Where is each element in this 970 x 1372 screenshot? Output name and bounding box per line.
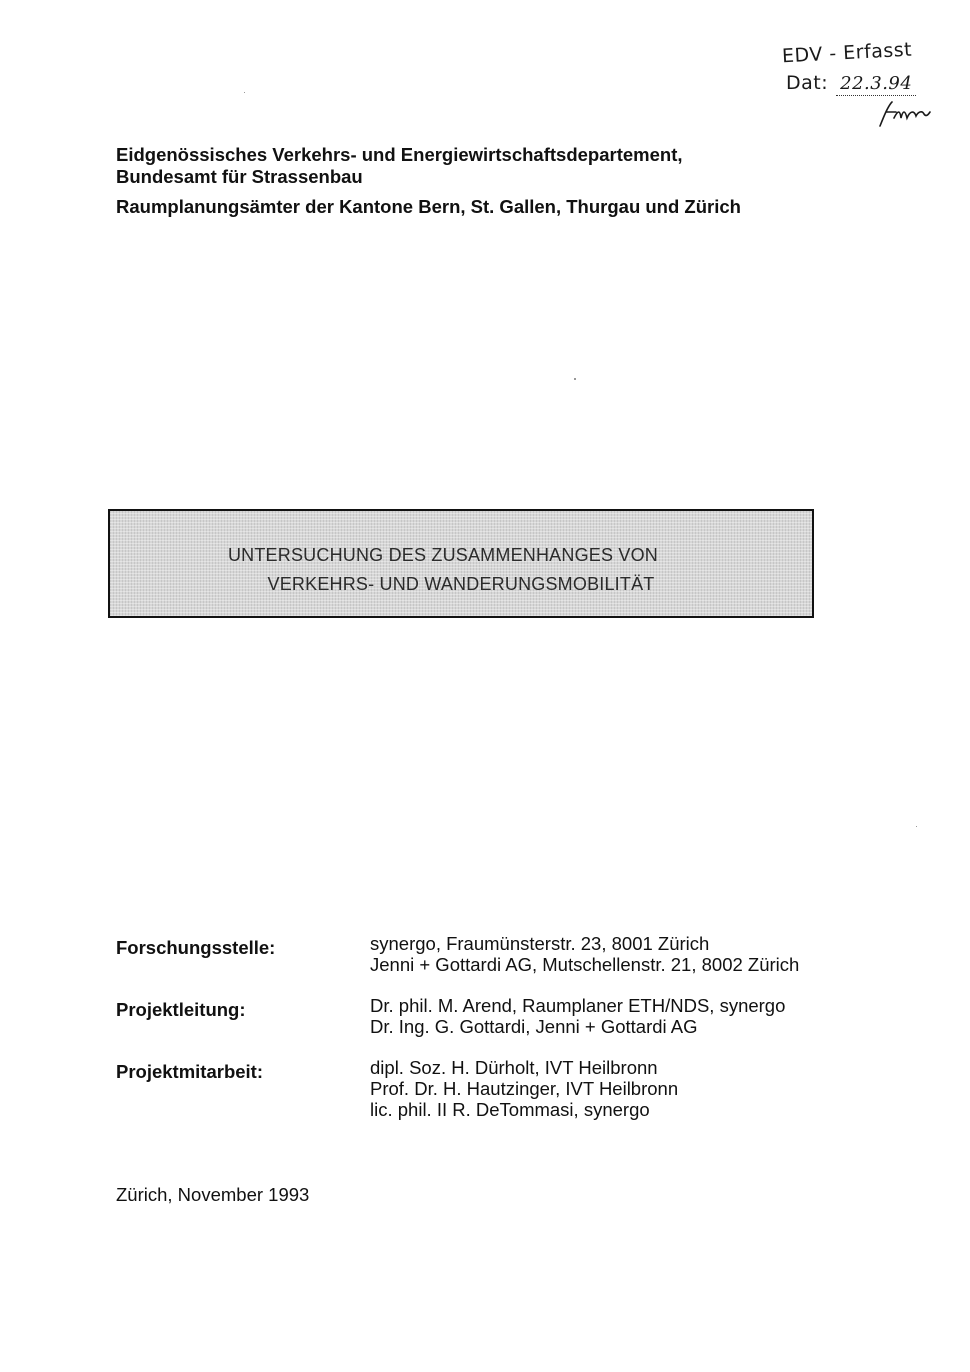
detail-value: Dr. Ing. G. Gottardi, Jenni + Gottardi AG	[370, 1016, 698, 1037]
detail-label: Forschungsstelle:	[116, 937, 276, 958]
detail-values	[370, 933, 856, 975]
detail-values	[370, 1057, 856, 1120]
place-and-date: Zürich, November 1993	[116, 1184, 310, 1205]
issuing-authorities	[116, 144, 876, 218]
detail-value: dipl. Soz. H. Dürholt, IVT Heilbronn	[370, 1057, 658, 1078]
scan-speck	[916, 826, 917, 827]
detail-value: Prof. Dr. H. Hautzinger, IVT Heilbronn	[370, 1078, 679, 1099]
report-title-line-2: VERKEHRS- UND WANDERUNGSMOBILITÄT	[267, 574, 655, 594]
detail-label: Projektmitarbeit:	[116, 1061, 264, 1082]
report-title-line-1: UNTERSUCHUNG DES ZUSAMMENHANGES VON	[227, 545, 659, 565]
scan-speck	[574, 378, 576, 380]
project-details	[116, 933, 856, 1140]
detail-row-research-institution	[116, 933, 856, 975]
received-stamp	[778, 38, 938, 130]
detail-value: Jenni + Gottardi AG, Mutschellenstr. 21, 8002 Zürich	[370, 954, 800, 975]
report-title-box	[108, 509, 814, 618]
stamp-date-label: Dat:	[786, 72, 829, 94]
detail-row-project-lead	[116, 995, 856, 1037]
scan-speck	[244, 92, 245, 93]
header-line-cantons: Raumplanungsämter der Kantone Bern, St. Gallen, Thurgau und Zürich	[116, 196, 741, 217]
header-line-office: Bundesamt für Strassenbau	[116, 166, 363, 187]
detail-row-project-staff	[116, 1057, 856, 1120]
handwritten-signature	[874, 98, 934, 128]
stamp-date-value: 22.3.94	[836, 73, 916, 96]
stamp-date-line	[786, 72, 916, 96]
detail-value: Dr. phil. M. Arend, Raumplaner ETH/NDS, synergo	[370, 995, 786, 1016]
detail-values	[370, 995, 856, 1037]
detail-value: synergo, Fraumünsterstr. 23, 8001 Zürich	[370, 933, 710, 954]
detail-value: lic. phil. II R. DeTommasi, synergo	[370, 1099, 650, 1120]
header-line-department: Eidgenössisches Verkehrs- und Energiewirtschaftsdepartement,	[116, 144, 683, 165]
report-title	[110, 541, 812, 599]
stamp-entered-text: EDV - Erfasst	[781, 38, 913, 68]
detail-label: Projektleitung:	[116, 999, 246, 1020]
